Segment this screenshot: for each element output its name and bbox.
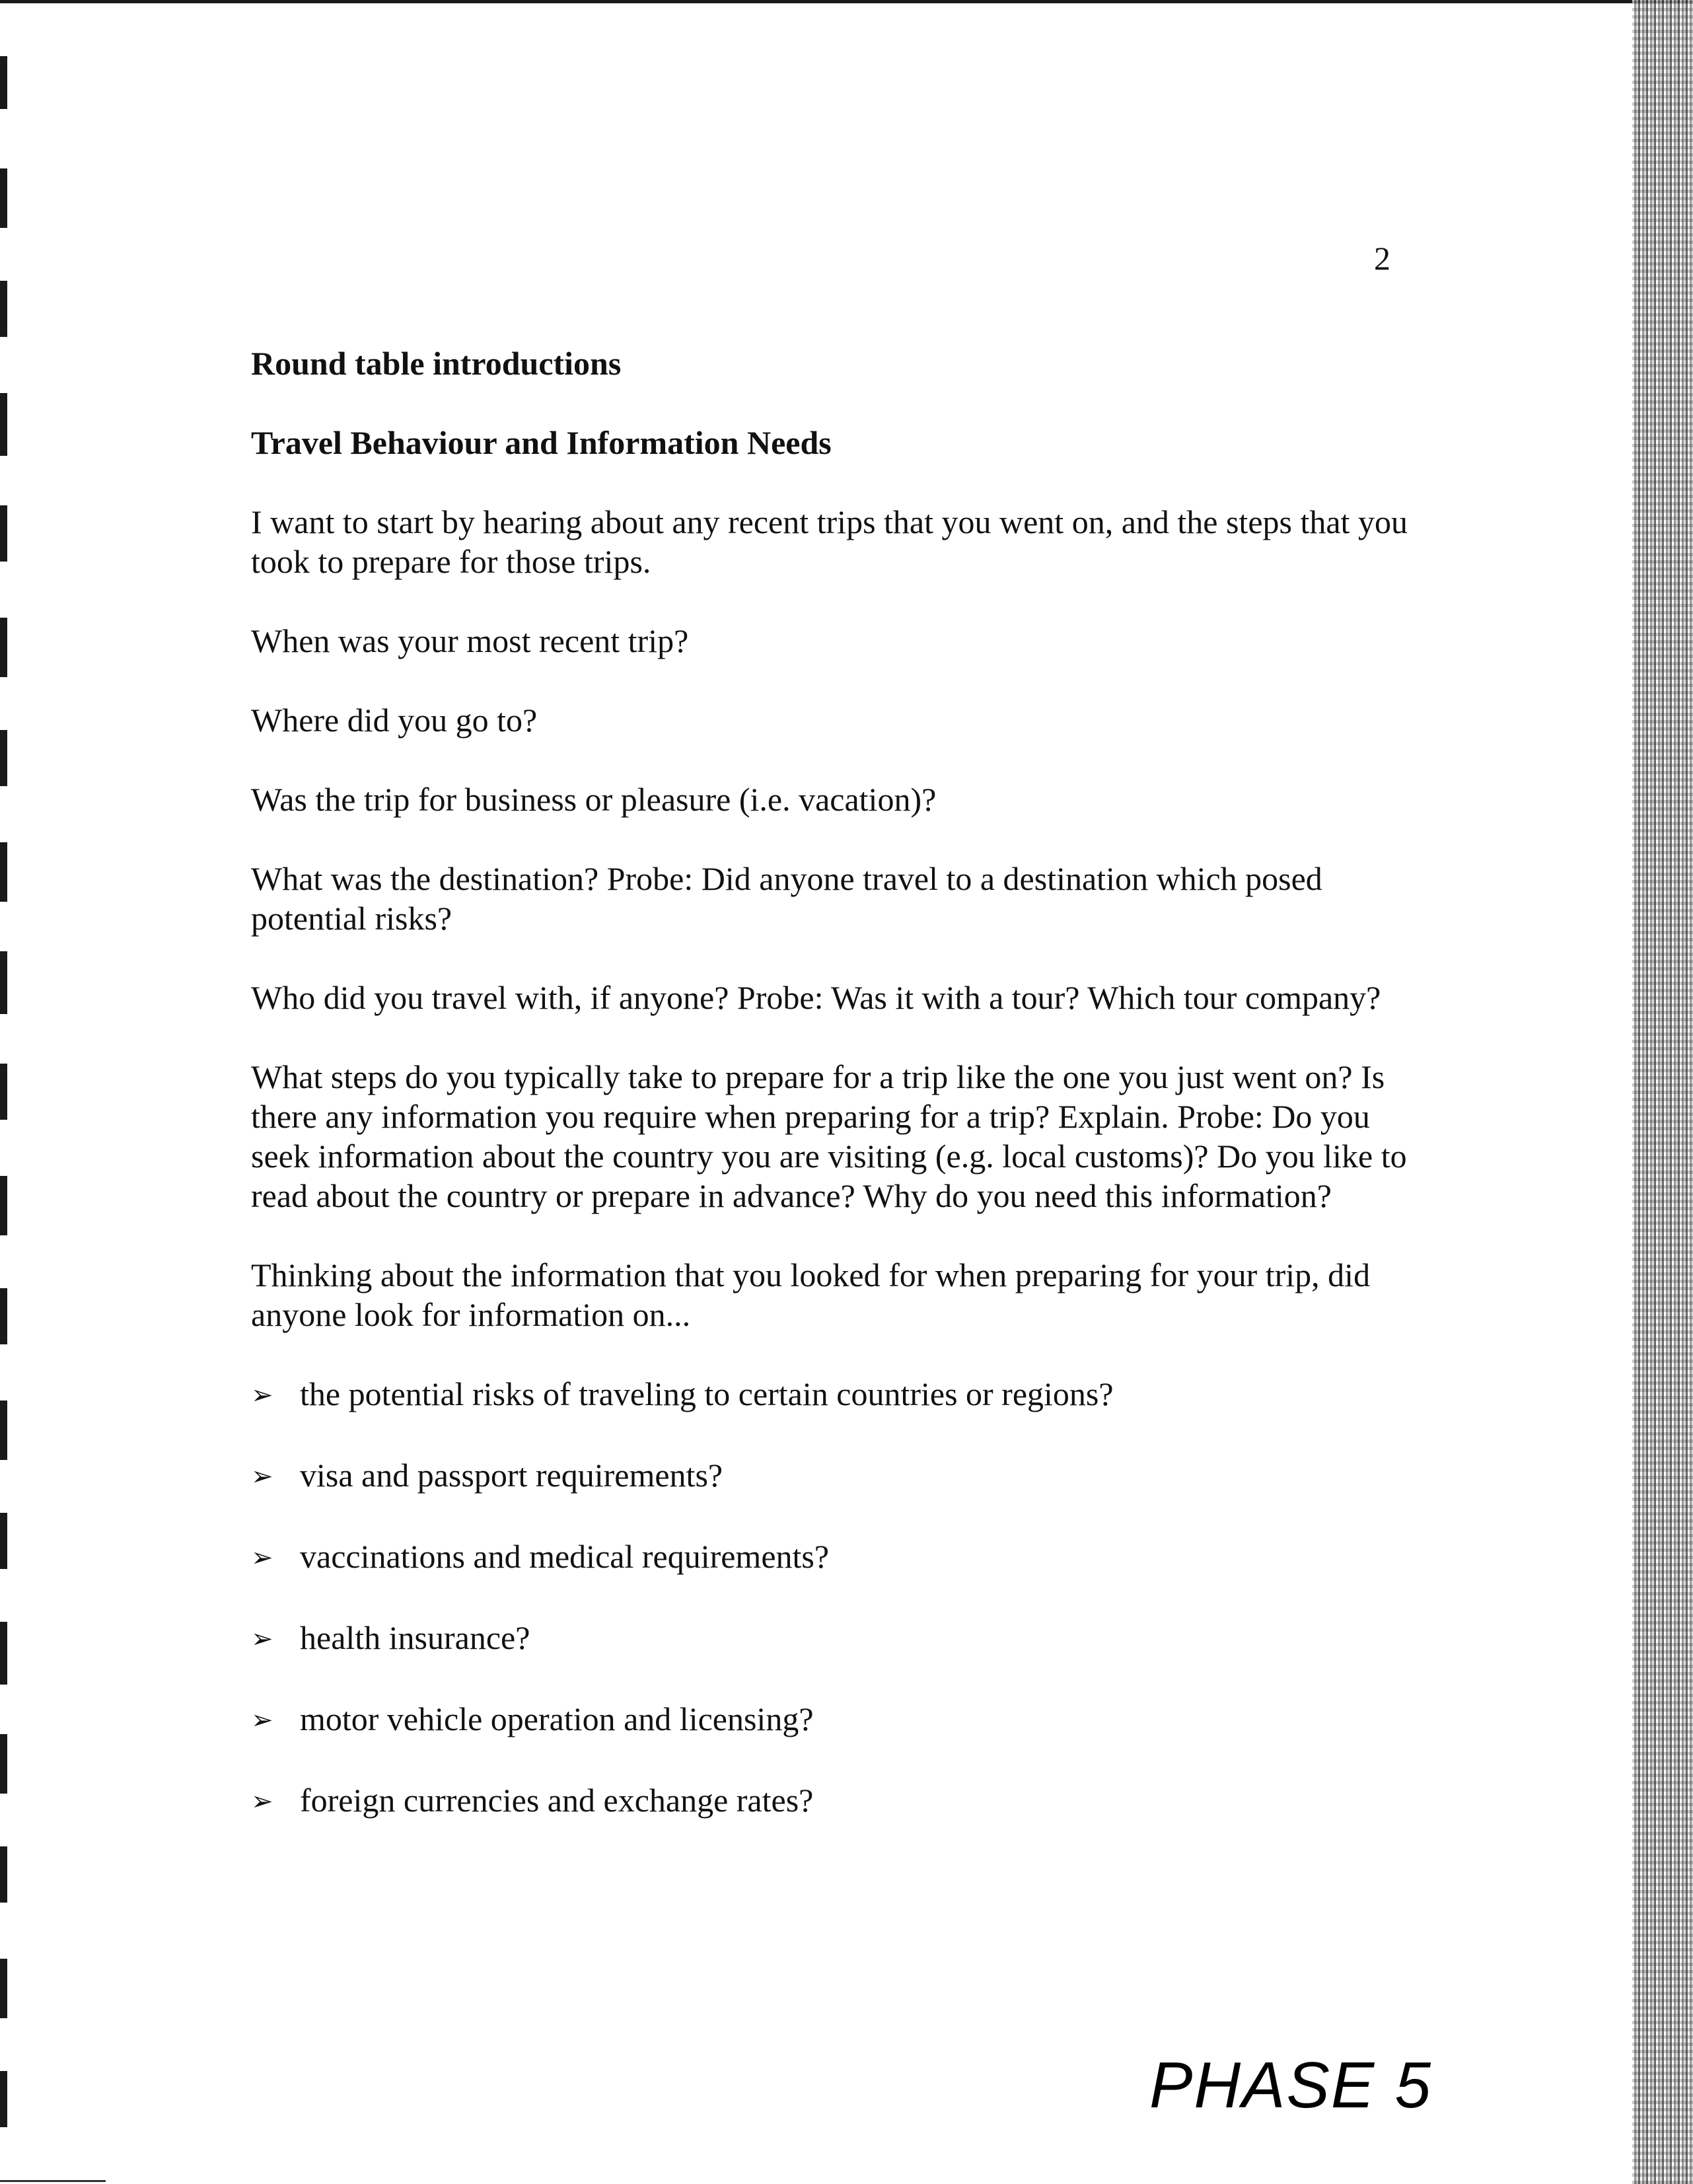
punch-mark [0,1734,7,1794]
punch-mark [0,1064,7,1120]
arrow-icon: ➢ [251,1461,273,1491]
punch-mark [0,505,7,562]
punch-mark [0,951,7,1014]
paragraph: Was the trip for business or pleasure (i.e. vacation)? [251,781,937,818]
paragraph: I want to start by hearing about any recent trips that you went on, and the steps that you took to prepare for those trips. [251,503,1408,580]
punch-mark [0,730,7,786]
list-item [251,1374,1433,1416]
paragraph: Thinking about the information that you looked for when preparing for your trip, did anyone look for information on... [251,1256,1371,1333]
paragraph: Where did you go to? [251,702,538,739]
top-edge-rule [0,0,1693,3]
arrow-icon: ➢ [251,1380,273,1410]
arrow-icon: ➢ [251,1543,273,1572]
heading-section: Travel Behaviour and Information Needs [251,424,832,461]
list-item-text: vaccinations and medical requirements? [300,1538,830,1575]
punch-mark [0,842,7,902]
list-item [251,1618,1433,1660]
bottom-edge-rule [0,2180,106,2182]
list-item-text: visa and passport requirements? [300,1457,723,1494]
bullet-list [251,1374,1433,1823]
binding-edge [1632,0,1693,2184]
paragraph: What was the destination? Probe: Did anyone travel to a destination which posed potential risks? [251,860,1322,937]
paragraph: Who did you travel with, if anyone? Probe: Was it with a tour? Which tour company? [251,979,1381,1016]
list-item [251,1455,1433,1498]
punch-mark [0,1622,7,1685]
list-item-text: foreign currencies and exchange rates? [300,1782,814,1819]
arrow-icon: ➢ [251,1786,273,1816]
list-item-text: the potential risks of traveling to certain countries or regions? [300,1375,1114,1412]
list-item [251,1537,1433,1579]
list-item [251,1780,1433,1823]
heading-round-table: Round table introductions [251,345,622,382]
punch-mark [0,2071,7,2127]
list-item-text: health insurance? [300,1619,530,1656]
arrow-icon: ➢ [251,1624,273,1654]
punch-mark [0,168,7,228]
punch-mark [0,1513,7,1569]
punch-mark [0,56,7,109]
phase-stamp: PHASE 5 [1149,2049,1432,2121]
list-item-text: motor vehicle operation and licensing? [300,1700,814,1737]
list-item [251,1699,1433,1741]
paragraph: What steps do you typically take to prepare for a trip like the one you just went on? Is there any information you require when preparing for a trip? Explain. Probe: Do you seek information about the country you are visiting (e.g. local customs)? Do you like to read about the country or prepare in advance? Why do you need this information? [251,1058,1407,1214]
arrow-icon: ➢ [251,1705,273,1735]
punch-mark [0,618,7,677]
punch-mark [0,1959,7,2018]
punch-mark [0,1288,7,1344]
punch-mark [0,1846,7,1903]
punch-mark [0,1176,7,1235]
punch-mark [0,1401,7,1460]
paragraph: When was your most recent trip? [251,622,689,659]
document-body [251,344,1433,1862]
punch-mark [0,281,7,337]
punch-mark [0,393,7,456]
page-number: 2 [1374,240,1390,277]
